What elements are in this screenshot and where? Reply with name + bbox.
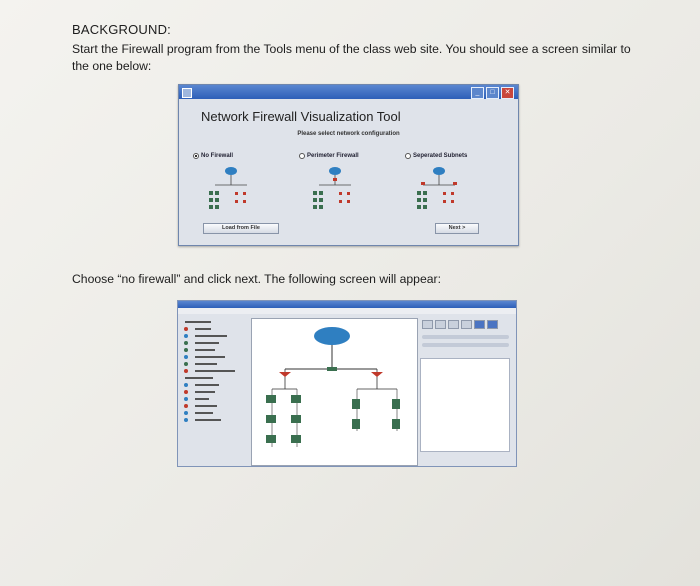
option-label: No Firewall bbox=[201, 153, 234, 159]
stop-icon[interactable] bbox=[461, 320, 472, 329]
zoom-slider[interactable] bbox=[422, 343, 509, 347]
playback-toolbar bbox=[418, 318, 513, 331]
traffic-options-panel bbox=[181, 319, 247, 461]
load-from-file-button[interactable]: Load from File bbox=[203, 223, 279, 234]
window-titlebar bbox=[178, 301, 516, 308]
background-heading: BACKGROUND: bbox=[72, 22, 171, 37]
internet-cloud-icon bbox=[314, 327, 350, 345]
speed-slider[interactable] bbox=[422, 335, 509, 339]
router-icon bbox=[371, 372, 383, 377]
option-label: Seperated Subnets bbox=[413, 153, 468, 159]
dialog-titlebar bbox=[179, 85, 518, 99]
minimize-icon[interactable]: _ bbox=[471, 87, 484, 99]
app-icon bbox=[182, 88, 192, 98]
menu-bar[interactable] bbox=[178, 308, 516, 314]
play-icon[interactable] bbox=[474, 320, 485, 329]
close-icon[interactable]: ✕ bbox=[501, 87, 514, 99]
network-canvas[interactable] bbox=[251, 318, 418, 466]
no-firewall-diagram-icon bbox=[205, 165, 257, 213]
maximize-icon[interactable]: □ bbox=[486, 87, 499, 99]
pause-icon[interactable] bbox=[448, 320, 459, 329]
option-perimeter-firewall[interactable] bbox=[299, 153, 359, 159]
next-button[interactable]: Next > bbox=[435, 223, 479, 234]
step-back-icon[interactable] bbox=[422, 320, 433, 329]
radio-selected-icon bbox=[193, 153, 199, 159]
network-visualization-screenshot bbox=[177, 300, 517, 467]
radio-icon bbox=[299, 153, 305, 159]
intro-paragraph: Start the Firewall program from the Tools menu of the class web site. You should see a screen similar to the one below: bbox=[72, 42, 631, 73]
fast-forward-icon[interactable] bbox=[487, 320, 498, 329]
perimeter-firewall-diagram-icon bbox=[309, 165, 361, 213]
router-icon bbox=[279, 372, 291, 377]
config-dialog-screenshot bbox=[178, 84, 519, 246]
radio-icon bbox=[405, 153, 411, 159]
event-log bbox=[420, 358, 510, 452]
simulation-controls-panel bbox=[418, 318, 513, 464]
dialog-title: Network Firewall Visualization Tool bbox=[201, 109, 401, 124]
option-seperated-subnets[interactable] bbox=[405, 153, 467, 159]
seperated-subnets-diagram-icon bbox=[413, 165, 465, 213]
dialog-subtitle: Please select network configuration bbox=[297, 131, 400, 137]
option-no-firewall[interactable] bbox=[193, 153, 233, 159]
instruction-text: Choose “no firewall” and click next. The following screen will appear: bbox=[72, 272, 441, 286]
option-label: Perimeter Firewall bbox=[307, 153, 359, 159]
rewind-icon[interactable] bbox=[435, 320, 446, 329]
